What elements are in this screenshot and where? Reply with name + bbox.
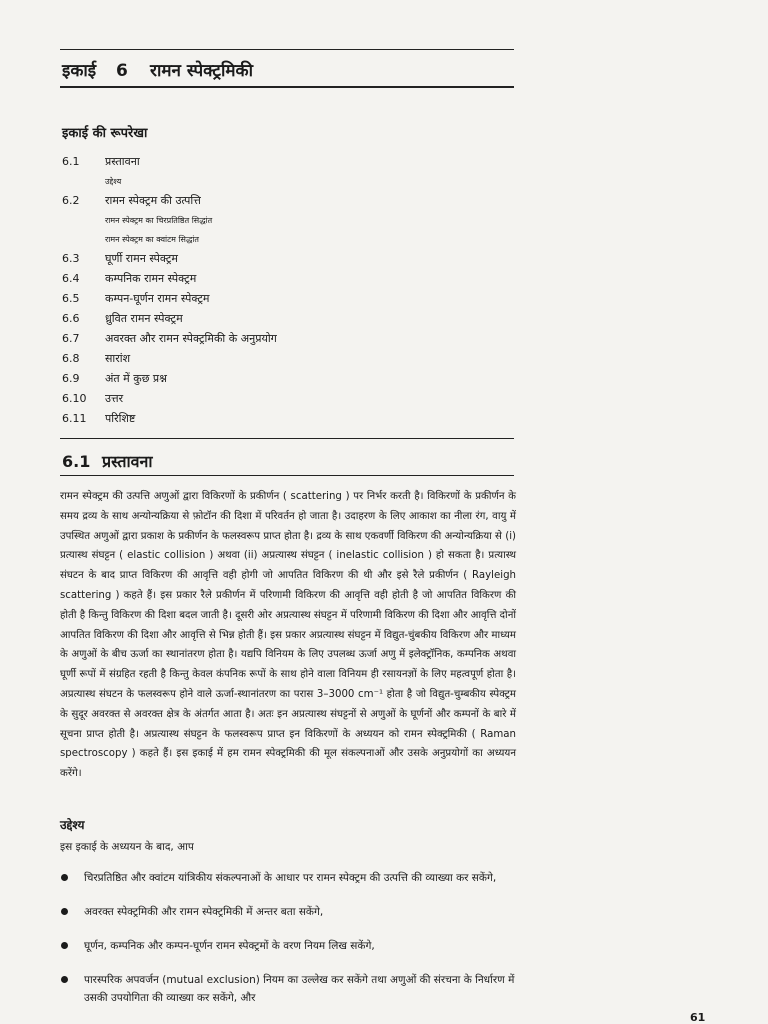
outline-item-number: 6.10 xyxy=(62,392,87,405)
objective-item xyxy=(60,903,516,921)
outline-item-text: अवरक्त और रामन स्पेक्ट्रमिकी के अनुप्रयोग xyxy=(105,332,277,345)
objective-text: अवरक्त स्पेक्ट्रमिकी और रामन स्पेक्ट्रमिकी में अन्तर बता सकेंगे, xyxy=(84,906,324,918)
objectives-intro: इस इकाई के अध्ययन के बाद, आप xyxy=(60,841,194,853)
objective-text: चिरप्रतिष्ठित और क्वांटम यांत्रिकीय संकल्पनाओं के आधार पर रामन स्पेक्ट्रम की उत्पत्ति की व्याख्या कर सकेंगे, xyxy=(84,872,497,884)
outline-item-number: 6.2 xyxy=(62,194,80,207)
outline-item-text: कम्पन-घूर्णन रामन स्पेक्ट्रम xyxy=(105,292,210,305)
page-number: 61 xyxy=(690,1011,706,1024)
outline-item xyxy=(62,269,512,289)
section-top-rule xyxy=(60,438,514,439)
heading-underline xyxy=(60,86,514,88)
outline-item-text: उत्तर xyxy=(105,392,124,405)
outline-item-number: 6.1 xyxy=(62,155,80,168)
outline-item-number: 6.9 xyxy=(62,372,80,385)
unit-heading xyxy=(62,58,512,81)
unit-number: 6 xyxy=(116,61,128,81)
objective-text: घूर्णन, कम्पनिक और कम्पन-घूर्णन रामन स्पेक्ट्रमों के वरण नियम लिख सकेंगे, xyxy=(84,940,375,952)
objective-item xyxy=(60,937,516,955)
outline-item xyxy=(62,191,512,211)
outline-item-text: कम्पनिक रामन स्पेक्ट्रम xyxy=(105,272,197,285)
intro-paragraph: रामन स्पेक्ट्रम की उत्पत्ति अणुओं द्वारा विकिरणों के प्रकीर्णन ( scattering ) पर निर्भर करती है। विकिरणों के प्रकीर्णन के समय द्रव्य के साथ अन्योन्यक्रिया से फ़ोटॉन की दिशा में परिवर्तन हो जाता है। उदाहरण के लिए आकाश का नीला रंग, वायु में उपस्थित अणुओं द्वारा प्रकाश के प्रकीर्णन के फलस्वरूप प्राप्त होता है। द्रव्य के साथ एकवर्णी विकिरण की अन्योन्यक्रिया से (i) प्रत्यास्थ संघट्टन ( elastic collision ) अथवा (ii) अप्रत्यास्थ संघट्टन ( inelastic collision ) हो सकता है। प्रत्यास्थ संघटन के बाद प्राप्त विकिरण की आवृत्ति वही होगी जो आपतित विकिरण की थी और इसे रैले प्रकीर्णन ( Rayleigh scattering ) कहते हैं। इस प्रकार रैले प्रकीर्णन में परिणामी विकिरण की आवृत्ति वही होती है जो आपतित विकिरण की होती है किन्तु विकिरण की दिशा बदल जाती है। दूसरी ओर अप्रत्यास्थ संघट्टन में परिणामी विकिरण की दिशा और आवृत्ति दोनों आपतित विकिरण की दिशा और आवृत्ति से भिन्न होती हैं। इस प्रकार अप्रत्यास्थ संघट्टन में विद्युत-चुंबकीय विकिरण और माध्यम के अणुओं के बीच ऊर्जा का स्थानांतरण होता है। यद्यपि विनियम के लिए उपलब्ध ऊर्जा अणु में इलेक्ट्रॉनिक, कम्पनिक अथवा घूर्णी रूपों में संग्रहित रहती है किन्तु केवल कंपनिक रूपों के साथ होने वाला विनियम ही रसायनज्ञों के लिए महत्वपूर्ण होता है। अप्रत्यास्थ संघटन के फलस्वरूप होने वाले ऊर्जा-स्थानांतरण का परास 3–3000 cm⁻¹ होता है जो विद्युत-चुम्बकीय स्पेक्ट्रम के सुदूर अवरक्त से अवरक्त क्षेत्र के अंतर्गत आता है। अतः इन अप्रत्यास्थ संघट्टनों से अणुओं के घूर्णनों और कम्पनों के बारे में सूचना प्राप्त होती है। अप्रत्यास्थ संघट्टन के फलस्वरूप प्राप्त इन विकिरणों के अध्ययन को रामन स्पेक्ट्रमिकी ( Raman spectroscopy ) कहते हैं। इस इकाई में हम रामन स्पेक्ट्रमिकी की मूल संकल्पनाओं और उसके अनुप्रयोगों का अध्ययन करेंगे। xyxy=(60,491,516,780)
outline-subitem xyxy=(62,172,512,191)
outline-item-number: 6.7 xyxy=(62,332,80,345)
objective-item xyxy=(60,971,516,1007)
bullet-icon xyxy=(61,942,68,949)
section-heading xyxy=(62,450,153,472)
outline-item-text: प्रस्तावना xyxy=(105,155,140,168)
outline-item xyxy=(62,152,512,172)
outline-item-text: अंत में कुछ प्रश्न xyxy=(105,372,167,385)
outline-title: इकाई की रूपरेखा xyxy=(62,126,148,141)
outline-item-text: रामन स्पेक्ट्रम का क्वांटम सिद्धांत xyxy=(105,235,199,244)
outline-item-number: 6.4 xyxy=(62,272,80,285)
outline-item-text: ध्रुवित रामन स्पेक्ट्रम xyxy=(105,312,183,325)
outline-item-number: 6.8 xyxy=(62,352,80,365)
outline-item-text: परिशिष्ट xyxy=(105,412,136,425)
top-rule xyxy=(60,49,514,50)
outline-item xyxy=(62,249,512,269)
outline-item xyxy=(62,389,512,409)
outline-item-number: 6.5 xyxy=(62,292,80,305)
objective-text: पारस्परिक अपवर्जन (mutual exclusion) नियम का उल्लेख कर सकेंगे तथा अणुओं की संरचना के निर्धारण में उसकी उपयोगिता की व्याख्या कर सकेंगे, और xyxy=(84,974,515,1004)
outline-item-number: 6.11 xyxy=(62,412,87,425)
objectives-title: उद्देश्य xyxy=(60,818,85,832)
outline-item-number: 6.6 xyxy=(62,312,80,325)
outline-item-text: सारांश xyxy=(105,352,131,365)
outline-item xyxy=(62,349,512,369)
intro-body xyxy=(60,487,516,784)
outline-item xyxy=(62,309,512,329)
unit-title: रामन स्पेक्ट्रमिकी xyxy=(150,61,254,81)
outline-item-text: उद्देश्य xyxy=(105,177,122,186)
outline-item xyxy=(62,369,512,389)
outline-item-text: रामन स्पेक्ट्रम का चिरप्रतिष्ठित सिद्धांत xyxy=(105,216,213,225)
bullet-icon xyxy=(61,874,68,881)
objective-item xyxy=(60,869,516,887)
outline-item-text: घूर्णी रामन स्पेक्ट्रम xyxy=(105,252,178,265)
outline-subitem xyxy=(62,211,512,230)
outline-item xyxy=(62,289,512,309)
outline-item xyxy=(62,409,512,429)
outline-list xyxy=(62,152,512,429)
bullet-icon xyxy=(61,908,68,915)
unit-label: इकाई xyxy=(62,61,97,81)
bullet-icon xyxy=(61,976,68,983)
outline-item-text: रामन स्पेक्ट्रम की उत्पत्ति xyxy=(105,194,201,207)
outline-item xyxy=(62,329,512,349)
objectives-list xyxy=(60,869,516,1023)
outline-item-number: 6.3 xyxy=(62,252,80,265)
section-underline xyxy=(60,475,514,476)
section-number: 6.1 xyxy=(62,452,91,471)
outline-subitem xyxy=(62,230,512,249)
section-title: प्रस्तावना xyxy=(102,452,153,471)
